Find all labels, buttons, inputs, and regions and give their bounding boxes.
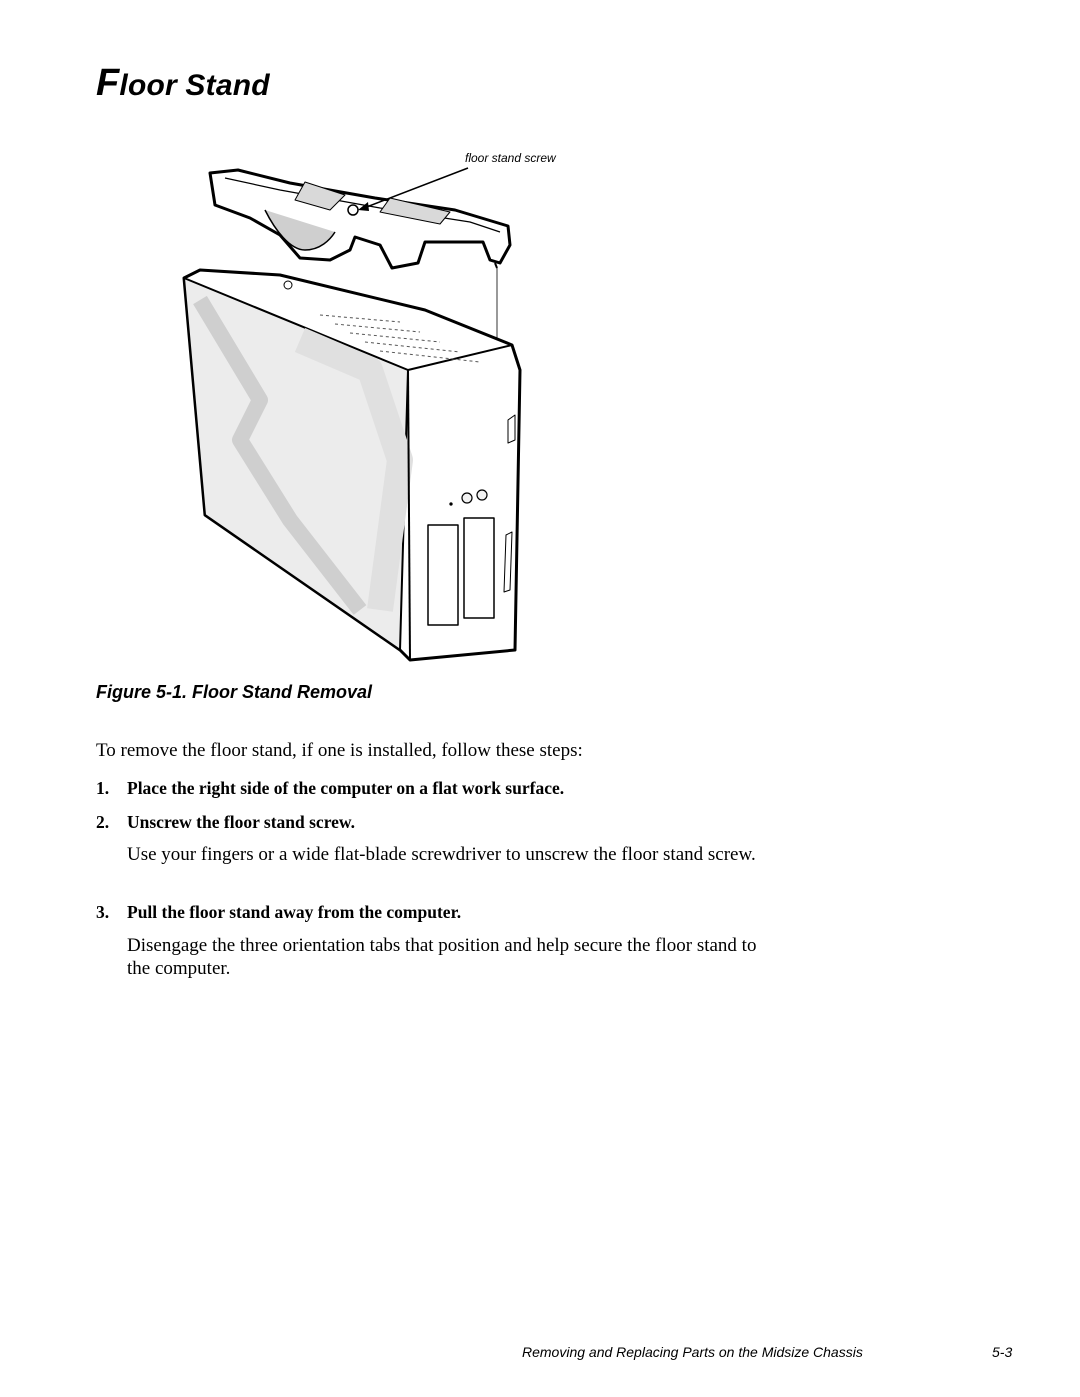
step-number: 2. bbox=[96, 812, 110, 832]
page-title bbox=[96, 62, 270, 105]
floor-stand-drawing bbox=[210, 170, 510, 268]
callout-leader-line bbox=[364, 168, 468, 208]
step-1 bbox=[96, 778, 564, 799]
floor-stand-illustration bbox=[170, 140, 600, 670]
page-title-initial: F bbox=[96, 62, 120, 104]
step-2 bbox=[96, 812, 355, 833]
intro-paragraph: To remove the floor stand, if one is installed, follow these steps: bbox=[96, 740, 583, 761]
page-title-rest: loor Stand bbox=[119, 69, 270, 102]
figure-callout-label: floor stand screw bbox=[465, 151, 556, 165]
step-3-detail: Disengage the three orientation tabs that position and help secure the floor stand to the computer. bbox=[127, 935, 757, 979]
step-number: 1. bbox=[96, 778, 110, 798]
step-number: 3. bbox=[96, 902, 110, 922]
figure-caption: Figure 5-1. Floor Stand Removal bbox=[96, 682, 373, 702]
footer-chapter-title: Removing and Replacing Parts on the Midsize Chassis bbox=[522, 1344, 863, 1360]
step-2-detail: Use your fingers or a wide flat-blade screwdriver to unscrew the floor stand screw. bbox=[127, 844, 756, 865]
step-text: Unscrew the floor stand screw. bbox=[127, 812, 355, 832]
computer-chassis-drawing bbox=[184, 270, 520, 660]
footer-page-number: 5-3 bbox=[992, 1344, 1013, 1360]
step-text: Pull the floor stand away from the computer. bbox=[127, 902, 462, 922]
step-text: Place the right side of the computer on a flat work surface. bbox=[127, 778, 565, 798]
step-3 bbox=[96, 902, 461, 923]
